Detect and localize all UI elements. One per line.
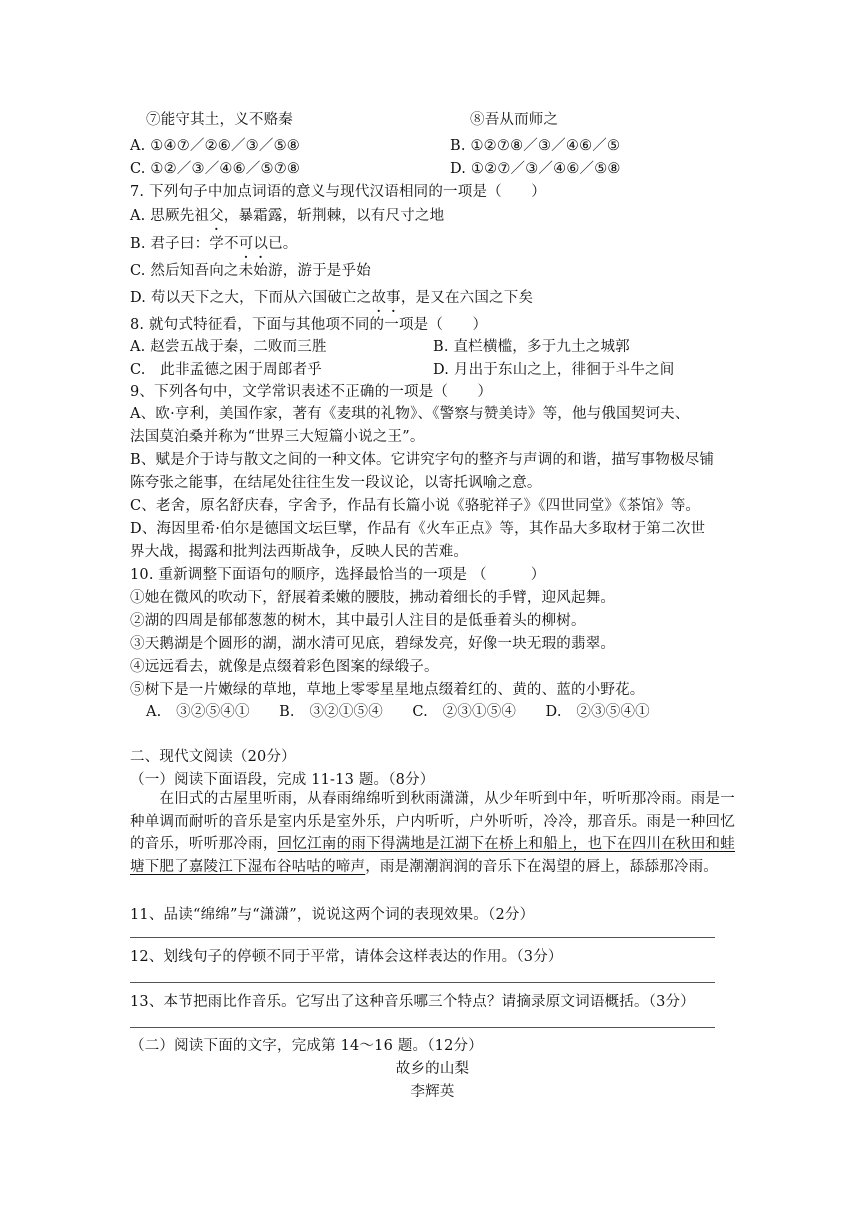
q9-option-c: C、老舍，原名舒庆春，字舍予，作品有长篇小说《骆驼祥子》《四世同堂》《茶馆》等。	[130, 498, 701, 514]
q9-option-a-line1: A、欧·亨利，美国作家，著有《麦琪的礼物》、《警察与赞美诗》等，他与俄国契诃夫、	[130, 406, 690, 422]
q6-option-a: A. ①④⑦／②⑥／③／⑤⑧	[130, 138, 300, 154]
q9-option-d-line1: D、海因里希·伯尔是德国文坛巨擘，作品有《火车正点》等，其作品大多取材于第二次世	[130, 521, 706, 537]
q7-option-b	[130, 232, 298, 253]
section2-title: 二、现代文阅读（20分）	[130, 749, 296, 765]
q7-d-pre: D. 苟以天下之大，下而从六国破亡之	[130, 290, 372, 306]
q7-b-dotted-2: 以	[253, 236, 269, 252]
q10-sentence-1: ①她在微风的吹动下，舒展着柔嫩的腰肢，拂动着细长的手臂，迎风起舞。	[130, 590, 616, 606]
q8-option-d: D. 月出于东山之上，徘徊于斗牛之间	[433, 362, 675, 378]
q7-d-post: ，是又在六国之下矣	[400, 290, 534, 306]
q10-options: A. ③②⑤④① B. ③②①⑤④ C. ②③①⑤④ D. ②③⑤④①	[146, 704, 650, 720]
q9-option-b-line2: 陈夸张之能事，在结尾处往往生发一段议论，以寄托讽喻之意。	[130, 475, 542, 491]
passage-underlined-sentence: 回忆江南的雨下得满地是江湖下在桥上和船上，也下在四川在秋田和蛙塘下肥了嘉陵江下湿布谷咕咕的啼声	[130, 836, 735, 875]
q9-stem: 9、下列各句中，文学常识表述不正确的一项是（ ）	[130, 384, 493, 400]
q8-stem: 8. 就句式特征看，下面与其他项不同的一项是（ ）	[130, 317, 488, 333]
question-12: 12、划线句子的停顿不同于平常，请体会这样表达的作用。（3分）	[130, 949, 563, 965]
q6-item8: ⑧吾从而师之	[470, 112, 559, 128]
reading-passage	[130, 788, 735, 878]
section2-part1-heading: （一）阅读下面语段，完成 11-13 题。（8分）	[130, 772, 435, 788]
q7-a-pre: A. 思厥先祖	[130, 208, 210, 224]
q7-option-c: C. 然后知吾向之未始游，游于是乎始	[130, 263, 371, 279]
q10-sentence-3: ③天鹅湖是个圆形的湖，湖水清可见底，碧绿发亮，好像一块无瑕的翡翠。	[130, 636, 616, 652]
q6-option-d: D. ①②⑦／③／④⑥／⑤⑧	[450, 161, 621, 177]
q8-option-c: C. 此非孟德之困于周郎者乎	[130, 362, 322, 378]
q7-option-d	[130, 286, 533, 307]
q6-option-c: C. ①②／③／④⑥／⑤⑦⑧	[130, 161, 301, 177]
q7-stem: 7. 下列句子中加点词语的意义与现代汉语相同的一项是（ ）	[130, 184, 546, 200]
article-author: 李辉英	[410, 1084, 455, 1100]
q7-b-pre: B. 君子曰：学不	[130, 236, 239, 252]
q10-sentence-4: ④远远看去，就像是点缀着彩色图案的绿缎子。	[130, 659, 439, 675]
q6-option-b: B. ①②⑦⑧／③／④⑥／⑤	[450, 138, 621, 154]
question-13: 13、本节把雨比作音乐。它写出了这种音乐哪三个特点？请摘录原文词语概括。（3分）	[130, 994, 695, 1010]
q10-sentence-2: ②湖的四周是郁郁葱葱的树木，其中最引人注目的是低垂着头的柳树。	[130, 613, 586, 629]
section2-part2-heading: （二）阅读下面的文字，完成第 14～16 题。（12分）	[130, 1038, 483, 1054]
article-title: 故乡的山梨	[395, 1061, 470, 1077]
q9-option-b-line1: B、赋是介于诗与散文之间的一种文体。它讲究字句的整齐与声调的和谐，描写事物极尽铺	[130, 452, 715, 468]
q10-sentence-5: ⑤树下是一片嫩绿的草地，草地上零零星星地点缀着红的、黄的、蓝的小野花。	[130, 682, 645, 698]
question-11: 11、品读“绵绵”与“潇潇”，说说这两个词的表现效果。（2分）	[130, 907, 535, 923]
q7-a-dotted: 父	[209, 208, 224, 224]
q7-a-post: ，暴霜露，斩荆棘，以有尺寸之地	[223, 208, 445, 224]
q7-b-dotted-1: 可	[238, 236, 254, 252]
passage-text-a: 在旧式的古屋里听雨，从春雨绵绵听到秋雨潇潇，从少年听到中年，听听那冷雨。雨是一种单调而耐听的音乐是室内乐是室外乐，户内听听，户外听听，冷冷，那音乐。雨是一种回忆的音乐，听听那冷雨，	[130, 791, 735, 852]
q7-b-post: 已。	[268, 236, 298, 252]
answer-line-13[interactable]	[130, 1027, 715, 1028]
q7-d-dotted-2: 事	[386, 290, 401, 306]
q6-item7: ⑦能守其土，义不赂秦	[146, 112, 293, 128]
answer-line-12[interactable]	[130, 982, 715, 983]
q8-option-a: A. 赵尝五战于秦，二败而三胜	[130, 339, 327, 355]
passage-text-b: ，雨是潮潮润润的音乐下在渴望的唇上，舔舔那冷雨。	[365, 858, 719, 875]
q8-option-b: B. 直栏横槛，多于九土之城郭	[433, 339, 630, 355]
q7-option-a	[130, 204, 444, 225]
answer-line-11[interactable]	[130, 937, 715, 938]
q7-d-dotted-1: 故	[371, 290, 387, 306]
q10-stem: 10. 重新调整下面语句的顺序，选择最恰当的一项是 （ ）	[130, 567, 546, 583]
q9-option-d-line2: 界大战，揭露和批判法西斯战争，反映人民的苦难。	[130, 544, 469, 560]
q9-option-a-line2: 法国莫泊桑并称为“世界三大短篇小说之王”。	[130, 429, 425, 445]
